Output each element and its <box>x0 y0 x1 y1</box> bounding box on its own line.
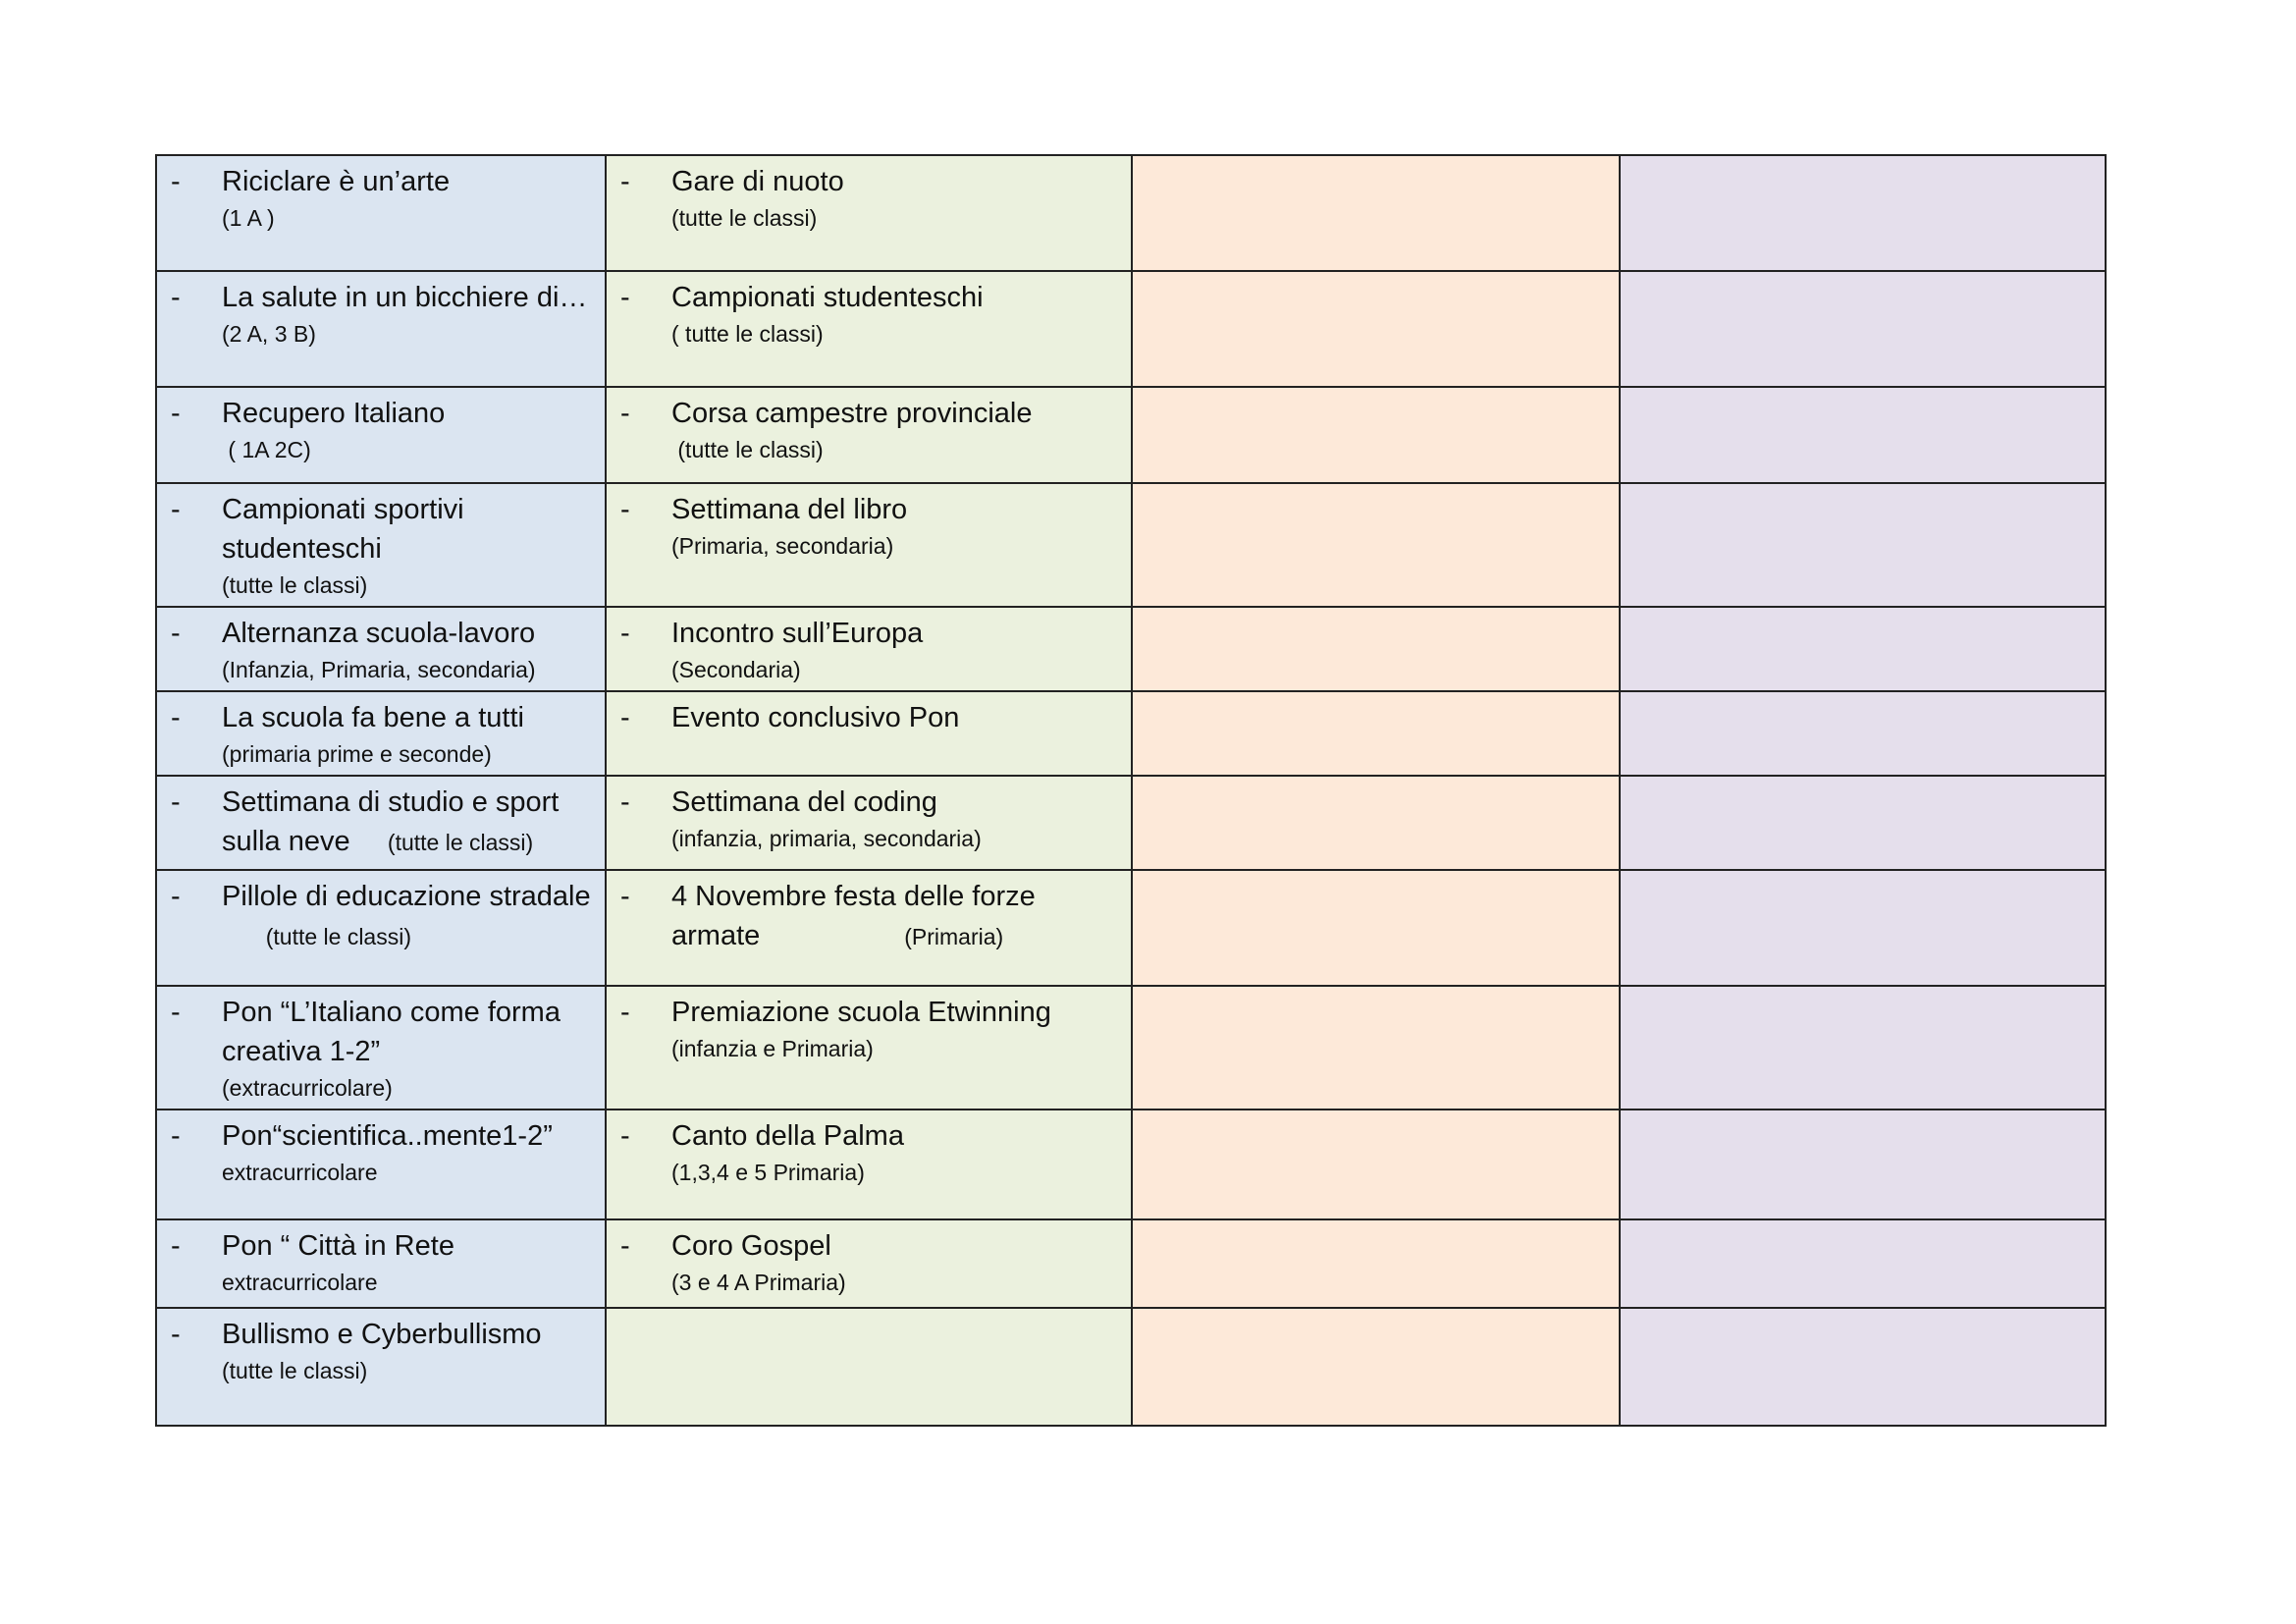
table-cell-activity-col2 <box>606 1219 1132 1308</box>
activity-title <box>222 698 595 737</box>
table-cell-empty-col4 <box>1620 870 2106 986</box>
activity-entry <box>607 388 1131 470</box>
table-cell-activity-col1 <box>156 155 606 271</box>
activity-entry <box>157 987 605 1109</box>
table-row <box>156 1308 2106 1426</box>
table-cell-activity-col1 <box>156 607 606 691</box>
table-cell-activity-col2 <box>606 986 1132 1110</box>
table-cell-activity-col1 <box>156 483 606 607</box>
activity-title <box>222 394 595 433</box>
table-cell-activity-col1 <box>156 776 606 870</box>
activity-title-text: Pon“scientifica..mente1-2” <box>222 1120 553 1152</box>
table-cell-empty-col4 <box>1620 155 2106 271</box>
table-cell-empty-col4 <box>1620 986 2106 1110</box>
activity-title-text: Premiazione scuola Etwinning <box>671 997 1051 1028</box>
activity-classes: (1,3,4 e 5 Primaria) <box>671 1160 865 1185</box>
activity-entry <box>607 1220 1131 1303</box>
activity-title-text: Pon “ Città in Rete <box>222 1230 454 1262</box>
table-cell-activity-col2 <box>606 607 1132 691</box>
table-row <box>156 271 2106 387</box>
activity-classes: (Primaria, secondaria) <box>671 533 894 559</box>
table-cell-empty-col4 <box>1620 1308 2106 1426</box>
bullet-dash: - <box>171 1230 181 1262</box>
table-cell-activity-col1 <box>156 387 606 483</box>
bullet-dash: - <box>171 1120 181 1152</box>
activity-classes: extracurricolare <box>222 1160 378 1185</box>
bullet-dash: - <box>620 702 630 733</box>
activity-title-text: Settimana di studio e sport sulla neve <box>222 786 560 857</box>
activity-classes: (tutte le classi) <box>222 924 411 949</box>
bullet-dash: - <box>620 1120 630 1152</box>
activity-title <box>671 1116 1121 1156</box>
activity-title <box>671 783 1121 822</box>
table-cell-empty-col3 <box>1132 387 1620 483</box>
activity-classes: (Primaria) <box>760 924 1004 949</box>
activity-title-text: Corsa campestre provinciale <box>671 398 1033 429</box>
table-row <box>156 1110 2106 1219</box>
activity-classes: (tutte le classi) <box>222 1358 368 1383</box>
activity-title <box>222 1116 595 1156</box>
activity-classes: (3 e 4 A Primaria) <box>671 1270 846 1295</box>
activity-entry <box>607 272 1131 354</box>
table-row <box>156 776 2106 870</box>
activity-title-text: Settimana del coding <box>671 786 937 818</box>
activity-classes: (Secondaria) <box>671 657 801 682</box>
table-row <box>156 870 2106 986</box>
activity-title <box>671 993 1121 1032</box>
table-row <box>156 155 2106 271</box>
activity-entry <box>607 777 1131 859</box>
table-cell-activity-col1 <box>156 1110 606 1219</box>
table-cell-empty-col3 <box>1132 1219 1620 1308</box>
table-cell-empty-col3 <box>1132 1110 1620 1219</box>
table-cell-activity-col2 <box>606 691 1132 776</box>
bullet-dash: - <box>620 997 630 1028</box>
table-cell-activity-col2 <box>606 155 1132 271</box>
activity-title <box>222 278 595 317</box>
activity-entry <box>607 987 1131 1069</box>
activity-title <box>671 1226 1121 1266</box>
table-cell-empty-col3 <box>1132 776 1620 870</box>
activity-entry <box>157 608 605 690</box>
bullet-dash: - <box>171 997 181 1028</box>
activity-entry <box>157 484 605 606</box>
activity-classes: (tutte le classi) <box>222 572 368 598</box>
table-row <box>156 483 2106 607</box>
activity-title-text: Alternanza scuola-lavoro <box>222 618 536 649</box>
table-row <box>156 387 2106 483</box>
bullet-dash: - <box>620 1230 630 1262</box>
bullet-dash: - <box>620 166 630 197</box>
table-cell-empty-col3 <box>1132 607 1620 691</box>
table-cell-empty-col4 <box>1620 1219 2106 1308</box>
activity-title-text: Canto della Palma <box>671 1120 904 1152</box>
bullet-dash: - <box>620 494 630 525</box>
bullet-dash: - <box>171 786 181 818</box>
activity-title-text: La salute in un bicchiere di… <box>222 282 588 313</box>
table-cell-empty-col4 <box>1620 776 2106 870</box>
activity-title-text: Campionati studenteschi <box>671 282 984 313</box>
activity-classes: (extracurricolare) <box>222 1075 393 1101</box>
table-cell-empty-col3 <box>1132 870 1620 986</box>
table-row <box>156 691 2106 776</box>
activity-classes: (2 A, 3 B) <box>222 321 316 347</box>
activity-classes: (primaria prime e seconde) <box>222 741 492 767</box>
table-row <box>156 1219 2106 1308</box>
table-cell-activity-col2 <box>606 1110 1132 1219</box>
table-cell-empty-col4 <box>1620 483 2106 607</box>
activities-table-body <box>156 155 2106 1426</box>
activity-entry <box>607 1110 1131 1193</box>
bullet-dash: - <box>171 618 181 649</box>
activity-entry <box>157 1220 605 1303</box>
table-cell-empty-col3 <box>1132 155 1620 271</box>
table-cell-empty-col3 <box>1132 986 1620 1110</box>
table-cell-activity-col2 <box>606 483 1132 607</box>
activity-entry <box>157 156 605 239</box>
activity-title-text: Pon “L’Italiano come forma creativa 1-2” <box>222 997 561 1067</box>
activities-table <box>155 154 2107 1427</box>
activity-title-text: Settimana del libro <box>671 494 908 525</box>
activity-title <box>222 877 595 956</box>
activity-title-text: Pillole di educazione stradale <box>222 881 591 912</box>
activity-entry <box>157 1309 605 1391</box>
activity-title-text: Coro Gospel <box>671 1230 831 1262</box>
bullet-dash: - <box>171 494 181 525</box>
table-cell-empty-col4 <box>1620 1110 2106 1219</box>
bullet-dash: - <box>171 1319 181 1350</box>
table-cell-activity-col1 <box>156 986 606 1110</box>
activity-entry <box>157 692 605 775</box>
activity-title <box>222 783 595 862</box>
table-cell-activity-col2 <box>606 776 1132 870</box>
activity-title-text: Campionati sportivi studenteschi <box>222 494 464 565</box>
bullet-dash: - <box>620 282 630 313</box>
activity-title-text: 4 Novembre festa delle forze armate <box>671 881 1036 951</box>
table-cell-activity-col1 <box>156 271 606 387</box>
activity-title <box>671 614 1121 653</box>
table-cell-empty-col4 <box>1620 691 2106 776</box>
table-cell-activity-col1 <box>156 870 606 986</box>
activity-classes: extracurricolare <box>222 1270 378 1295</box>
activity-title <box>671 877 1121 956</box>
bullet-dash: - <box>620 881 630 912</box>
activity-entry <box>607 692 1131 741</box>
table-cell-activity-col2 <box>606 870 1132 986</box>
activity-classes: (tutte le classi) <box>671 437 824 462</box>
activity-title <box>671 394 1121 433</box>
table-cell-activity-col1 <box>156 1308 606 1426</box>
table-cell-empty-col3 <box>1132 271 1620 387</box>
activity-title <box>222 1315 595 1354</box>
bullet-dash: - <box>171 702 181 733</box>
activity-title-text: Gare di nuoto <box>671 166 844 197</box>
table-cell-empty-col3 <box>1132 483 1620 607</box>
bullet-dash: - <box>171 398 181 429</box>
activity-entry <box>157 777 605 866</box>
activity-entry <box>157 272 605 354</box>
table-cell-empty-col3 <box>1132 691 1620 776</box>
activity-classes: (tutte le classi) <box>671 205 818 231</box>
bullet-dash: - <box>171 282 181 313</box>
activity-title-text: Riciclare è un’arte <box>222 166 451 197</box>
table-cell-activity-col1 <box>156 691 606 776</box>
table-cell-activity-col2 <box>606 387 1132 483</box>
activity-title <box>222 614 595 653</box>
activity-title <box>222 490 595 568</box>
activity-entry <box>607 484 1131 567</box>
activity-title <box>222 1226 595 1266</box>
activity-classes: ( tutte le classi) <box>671 321 824 347</box>
table-cell-empty-col4 <box>1620 271 2106 387</box>
table-row <box>156 986 2106 1110</box>
table-cell-activity-col2 <box>606 271 1132 387</box>
table-row <box>156 607 2106 691</box>
activity-title-text: Recupero Italiano <box>222 398 446 429</box>
bullet-dash: - <box>620 398 630 429</box>
activity-classes: (infanzia e Primaria) <box>671 1036 874 1061</box>
table-cell-empty-col4 <box>1620 387 2106 483</box>
bullet-dash: - <box>620 618 630 649</box>
table-cell-empty-col3 <box>1132 1308 1620 1426</box>
activity-entry <box>607 156 1131 239</box>
activity-title <box>222 993 595 1071</box>
activity-classes: (Infanzia, Primaria, secondaria) <box>222 657 536 682</box>
activity-classes: (tutte le classi) <box>349 830 534 855</box>
activity-title <box>671 278 1121 317</box>
bullet-dash: - <box>620 786 630 818</box>
activity-entry <box>157 871 605 960</box>
bullet-dash: - <box>171 881 181 912</box>
table-cell-empty-col4 <box>1620 607 2106 691</box>
activity-classes: (1 A ) <box>222 205 275 231</box>
table-cell-activity-col2 <box>606 1308 1132 1426</box>
activity-title <box>671 698 1121 737</box>
activity-entry <box>607 608 1131 690</box>
activity-title-text: Incontro sull’Europa <box>671 618 924 649</box>
activity-classes: ( 1A 2C) <box>222 437 311 462</box>
activity-title-text: Bullismo e Cyberbullismo <box>222 1319 542 1350</box>
table-cell-activity-col1 <box>156 1219 606 1308</box>
activity-entry <box>157 388 605 470</box>
activity-title <box>671 490 1121 529</box>
activity-classes: (infanzia, primaria, secondaria) <box>671 826 982 851</box>
activity-entry <box>607 871 1131 960</box>
activity-title <box>671 162 1121 201</box>
activity-title-text: Evento conclusivo Pon <box>671 702 960 733</box>
activity-title <box>222 162 595 201</box>
bullet-dash: - <box>171 166 181 197</box>
activity-entry <box>157 1110 605 1193</box>
activity-title-text: La scuola fa bene a tutti <box>222 702 524 733</box>
